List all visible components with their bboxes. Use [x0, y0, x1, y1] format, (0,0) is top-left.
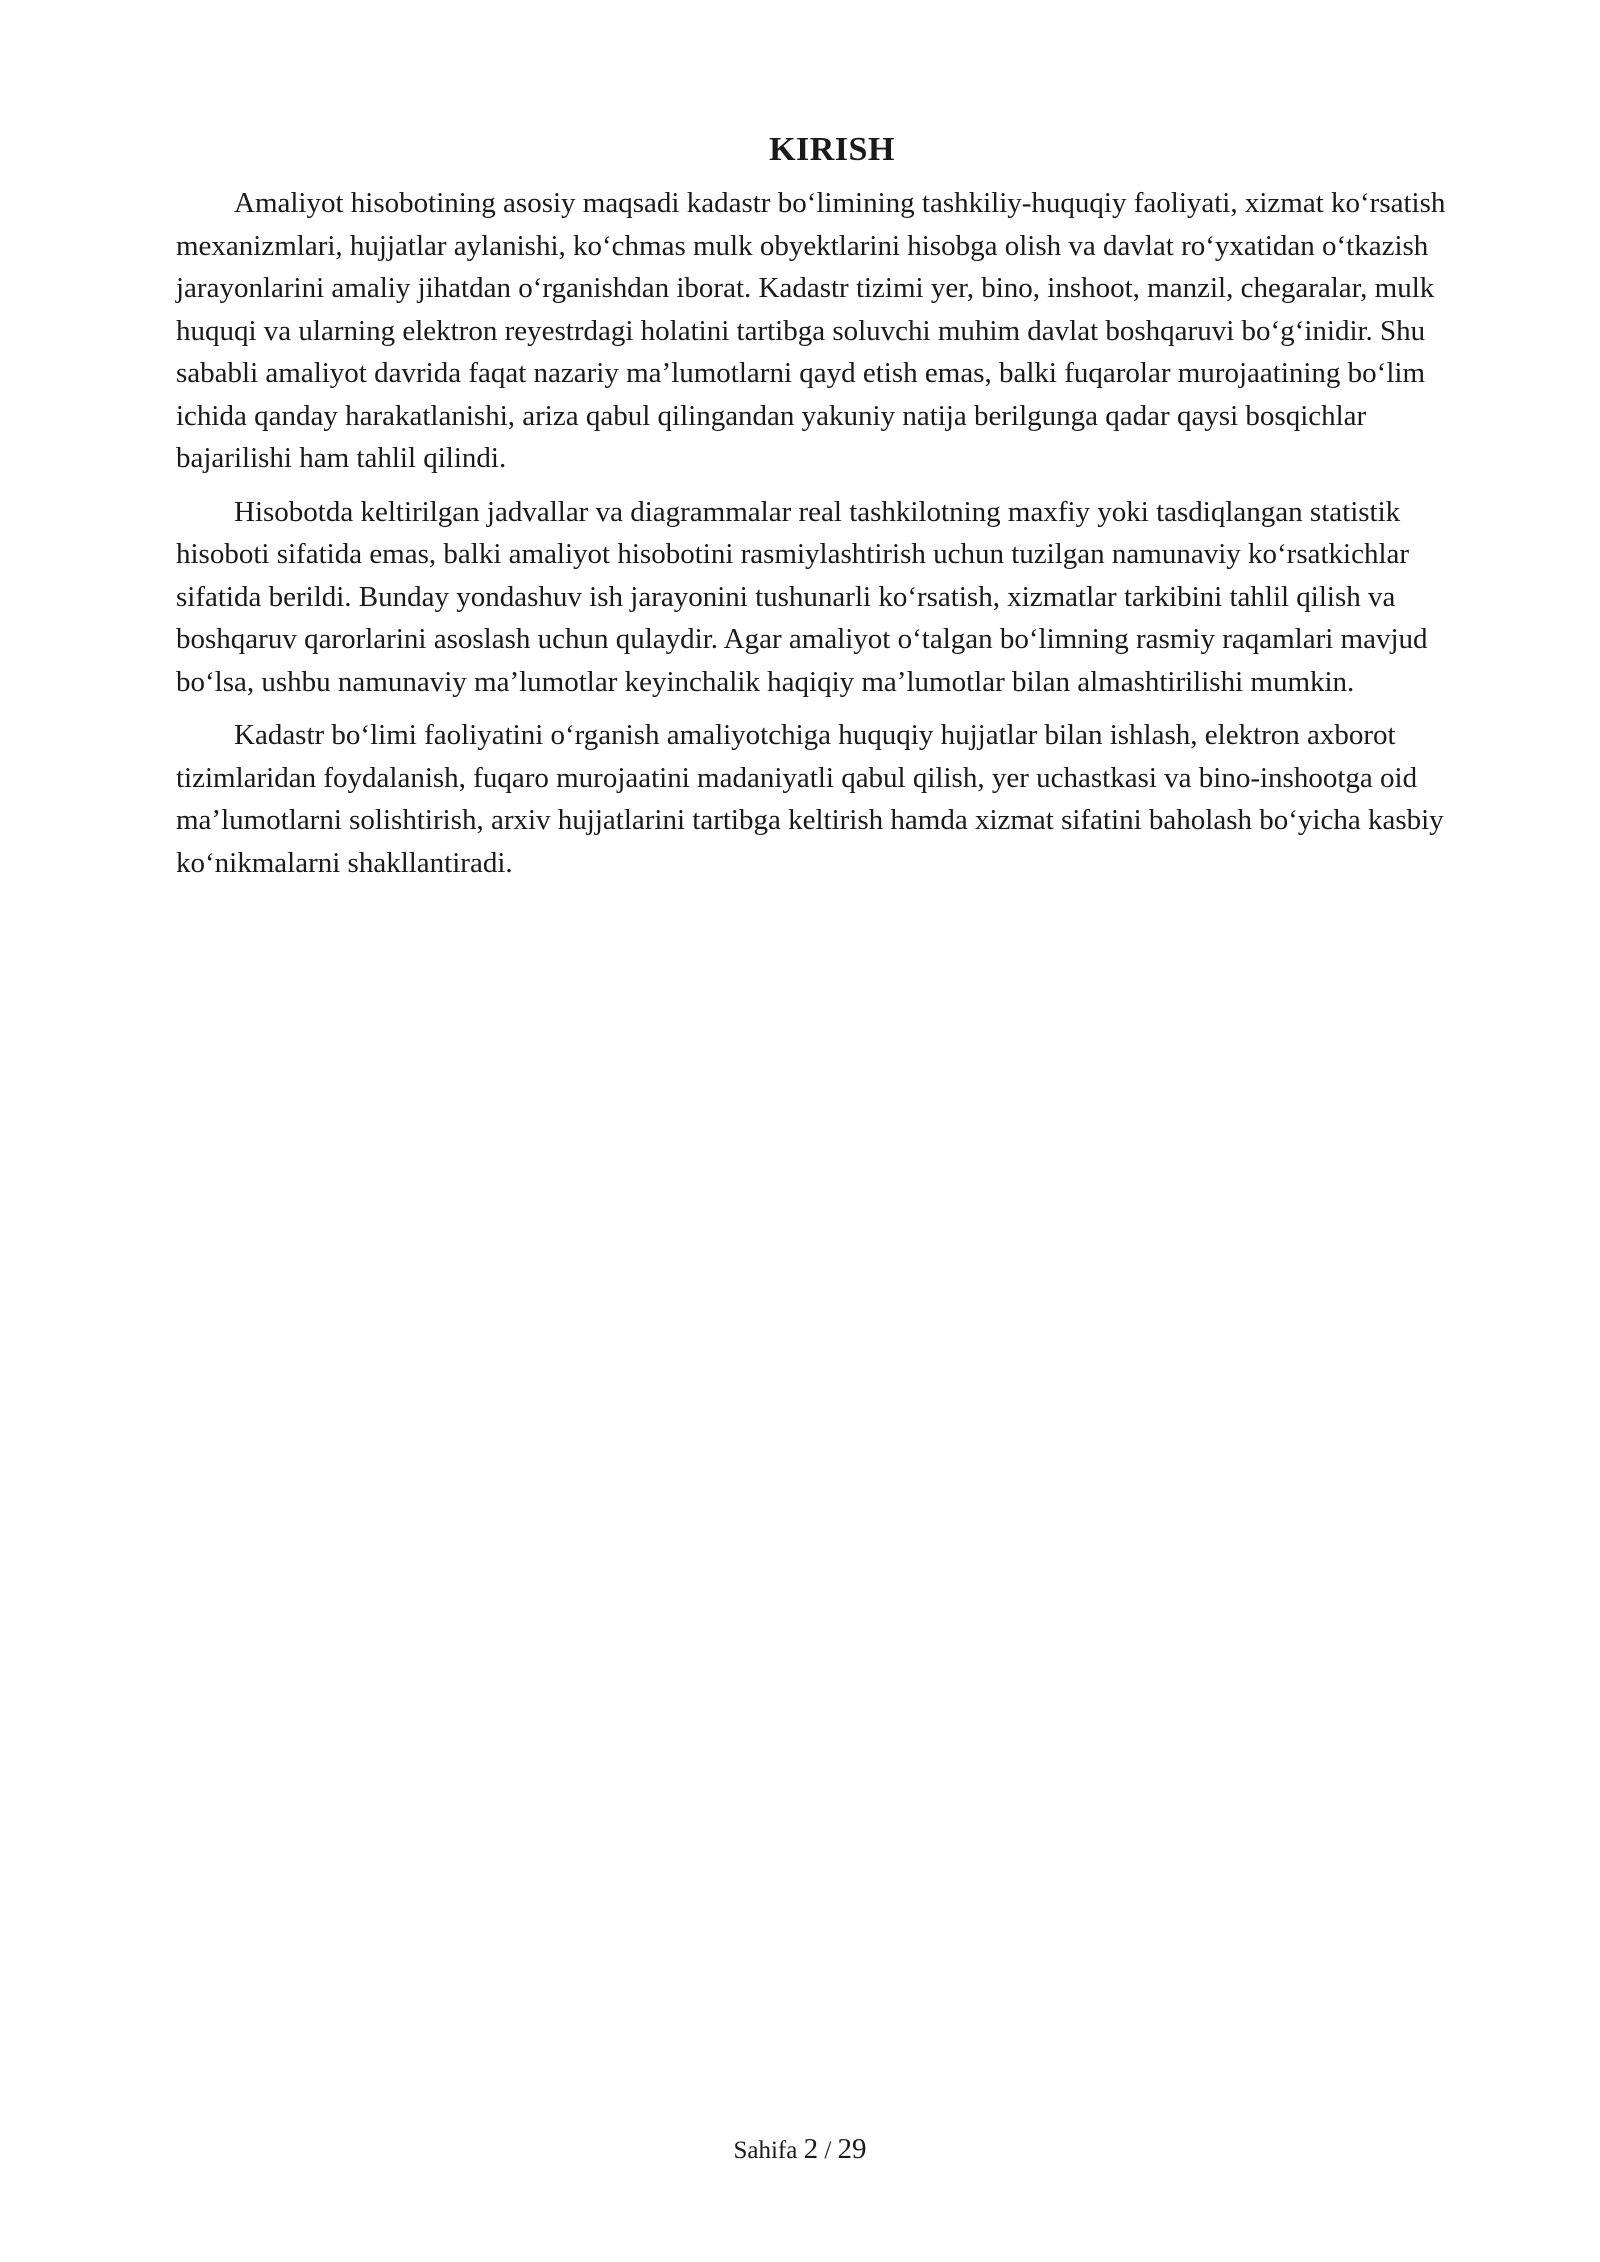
page-footer	[0, 2132, 1600, 2168]
paragraph-1: Amaliyot hisobotining asosiy maqsadi kadastr bo‘limining tashkiliy-huquqiy faoliyati, xizmat ko‘rsatish mexanizmlari, hujjatlar aylanishi, ko‘chmas mulk obyektlarini hisobga olish va davlat ro‘yxatidan o‘tkazish jarayonlarini amaliy jihatdan o‘rganishdan iborat. Kadastr tizimi yer, bino, inshoot, manzil, chegaralar, mulk huquqi va ularning elektron reyestrdagi holatini tartibga soluvchi muhim davlat boshqaruvi bo‘g‘inidir. Shu sababli amaliyot davrida faqat nazariy ma’lumotlarni qayd etish emas, balki fuqarolar murojaatining bo‘lim ichida qanday harakatlanishi, ariza qabul qilingandan yakuniy natija berilgunga qadar qaysi bosqichlar bajarilishi ham tahlil qilindi.	[176, 187, 1446, 474]
page-number-current: 2	[803, 2133, 819, 2165]
page-content	[176, 128, 1488, 895]
page-label: Sahifa	[733, 2137, 798, 2164]
page-number-separator: /	[824, 2137, 832, 2164]
page-number-total: 29	[837, 2133, 867, 2165]
paragraph-3: Kadastr bo‘limi faoliyatini o‘rganish amaliyotchiga huquqiy hujjatlar bilan ishlash, elektron axborot tizimlaridan foydalanish, fuqaro murojaatini madaniyatli qabul qilish, yer uchastkasi va bino-inshootga oid ma’lumotlarni solishtirish, arxiv hujjatlarini tartibga keltirish hamda xizmat sifatini baholash bo‘yicha kasbiy ko‘nikmalarni shakllantiradi.	[176, 719, 1444, 879]
page-title: KIRISH	[769, 131, 895, 168]
paragraph-2: Hisobotda keltirilgan jadvallar va diagrammalar real tashkilotning maxfiy yoki tasdiqlangan statistik hisoboti sifatida emas, balki amaliyot hisobotini rasmiylashtirish uchun tuzilgan namunaviy ko‘rsatkichlar sifatida berildi. Bunday yondashuv ish jarayonini tushunarli ko‘rsatish, xizmatlar tarkibini tahlil qilish va boshqaruv qarorlarini asoslash uchun qulaydir. Agar amaliyot o‘talgan bo‘limning rasmiy raqamlari mavjud bo‘lsa, ushbu namunaviy ma’lumotlar keyinchalik haqiqiy ma’lumotlar bilan almashtirilishi mumkin.	[176, 495, 1428, 698]
